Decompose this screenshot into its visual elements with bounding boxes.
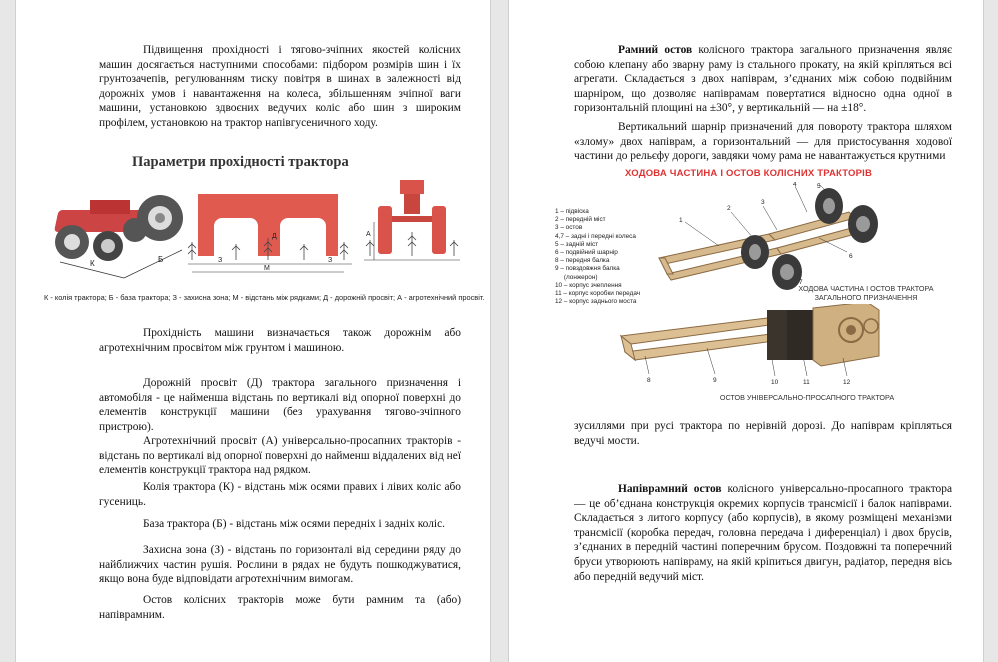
svg-text:М: М <box>264 265 270 272</box>
figure-subcaption-semiframe: ОСТОВ УНІВЕРСАЛЬНО-ПРОСАПНОГО ТРАКТОРА <box>719 393 895 402</box>
paragraph-road-clearance: Дорожній просвіт (Д) трактора загального призначення і автомобіля - це найменша відстань по вертикалі від опорної поверхні до елементів конструкції машини (без урахування тягово-зчіпного пристрою). <box>99 377 461 433</box>
callout-number: 7 <box>799 279 803 286</box>
tractor-front-diagram <box>364 176 460 280</box>
callout-number: 10 <box>771 379 779 386</box>
figure-title-undercarriage: ХОДОВА ЧАСТИНА І ОСТОВ КОЛІСНИХ ТРАКТОРІВ <box>625 168 873 179</box>
paragraph-semi-frame-chassis <box>574 482 952 584</box>
svg-text:З: З <box>328 257 333 264</box>
figure-caption-passability: К - колія трактора; Б - база трактора; З - захисна зона; М - відстань між рядками; Д - дорожній просвіт; А - агротехнічний просвіт. <box>44 293 485 302</box>
legend-item: 10 – корпус зчеплення <box>555 281 622 289</box>
legend-item: 1 – підвіска <box>555 208 589 215</box>
paragraph-clearance-intro: Прохідність машини визначається також дорожнім або агротехнічним просвітом між грунтом і машиною. <box>99 327 461 354</box>
paragraph-continued: зусиллями при русі трактора по нерівній дорозі. До напіврам кріпляться ведучі мости. <box>574 420 952 447</box>
term-semi-frame-chassis: Напіврамний остов <box>618 483 722 495</box>
term-frame-chassis: Рамний остов <box>618 44 693 56</box>
callout-number: 4 <box>793 182 797 188</box>
callout-number: 11 <box>803 379 810 386</box>
legend-item: 8 – передня балка <box>555 257 610 265</box>
callout-number: 8 <box>647 377 651 384</box>
callout-number: 9 <box>713 377 717 384</box>
paragraph-agrotechnical-clearance: Агротехнічний просвіт (А) універсально-просапних тракторів - відстань по вертикалі від опорної поверхні до найменш віддалених від неї елементів конструкції трактора над рядком. <box>99 435 461 477</box>
callout-number: 5 <box>817 183 821 190</box>
svg-text:З: З <box>218 257 223 264</box>
callout-number: 6 <box>849 253 853 260</box>
tractor-3d-illustration <box>40 180 190 288</box>
paragraph-track-width: Колія трактора (К) - відстань між осями правих і лівих коліс або гусениць. <box>99 481 461 508</box>
legend-item: 4,7 – задні і передні колеса <box>555 232 636 240</box>
subcaption-line: ХОДОВА ЧАСТИНА І ОСТОВ ТРАКТОРА <box>798 284 934 293</box>
document-page-left <box>15 0 491 662</box>
legend-item: 3 – остов <box>555 224 583 232</box>
document-page-right <box>508 0 984 662</box>
callout-number: 12 <box>843 379 851 386</box>
callout-number: 2 <box>727 205 731 212</box>
svg-text:Д: Д <box>272 233 277 240</box>
semi-frame-chassis-illustration <box>617 304 887 390</box>
paragraph-wheelbase: База трактора (Б) - відстань між осями передніх і задніх коліс. <box>143 518 445 530</box>
figure-legend <box>555 208 640 306</box>
cross-section-diagram <box>188 186 352 282</box>
legend-item: 6 – подвійний шарнір <box>555 249 618 257</box>
svg-text:К: К <box>90 259 95 268</box>
figure-subcaption-frame <box>777 284 955 302</box>
svg-text:Б: Б <box>158 255 164 264</box>
legend-item: (лонжерон) <box>555 273 598 281</box>
legend-item: 12 – корпус заднього моста <box>555 298 637 306</box>
legend-item: 11 – корпус коробки передач <box>555 290 641 298</box>
paragraph-passability-methods: Підвищення прохідності і тягово-зчіпних якостей колісних машин досягається наступними способами: підбором розмірів шин і їх грунтозачепів, регулюванням тиску повітря в шинах в залежності від дорожніх умов і навантаження на колеса, збільшенням зчіпної ваги машини, установкою здвоєних ведучих коліс або шин з широким профілем, установкою на трактор напівгусеничного ходу. <box>99 44 461 129</box>
paragraph-frame-chassis <box>574 43 952 116</box>
paragraph-vertical-hinge: Вертикальний шарнір призначений для повороту трактора шляхом «злому» двох напіврам, а горизонтальний — для пристосування ходової частини до рельєфу дороги, завдяки чому рама не навантажується крутними <box>574 121 952 163</box>
paragraph-chassis-types: Остов колісних тракторів може бути рамним та (або) напіврамним. <box>99 594 461 621</box>
paragraph-protective-zone: Захисна зона (З) - відстань по горизонталі від середини ряду до найближчих частин рушія. Рослини в рядах не будуть пошкоджуватися, якщо вона буде відповідати агротехнічним вимогам. <box>99 544 461 586</box>
frame-chassis-text: колісного трактора загального призначення являє собою клепану або зварну раму із стального прокату, на якій кріпляться всі агрегати. Складається з двох напіврам, з’єднаних між собою подвійним шарніром, що дозволяє напіврамам повертатися відносно одна одної в горизонтальній площині на ±30°, у вертикальній — на ±18°. <box>574 44 952 115</box>
svg-text:А: А <box>366 231 371 238</box>
callout-number: 1 <box>679 217 683 224</box>
figure-title-passability: Параметри прохідності трактора <box>132 154 349 170</box>
legend-item: 2 – передній міст <box>555 216 606 224</box>
subcaption-line: ЗАГАЛЬНОГО ПРИЗНАЧЕННЯ <box>814 293 918 302</box>
callout-number: 3 <box>761 199 765 206</box>
legend-item: 5 – задній міст <box>555 240 599 248</box>
semi-frame-chassis-text: колісного універсально-просапного трактора — це об’єднана конструкція окремих корпусів трансмісії і балок напіврами. Складається з литого корпусу (або корпусів), в якому розміщені механізми трансмісії (коробка передач, головна передача і диференціал) і двох брусів, з’єднаних в передній частині поперечним брусом. Поздовжні та поперечний бруси утворюють напівраму, на якій кріпиться двигун, радіатор, передня вісь або передній ведучий міст. <box>574 483 952 583</box>
legend-item: 9 – повздовжня балка <box>555 265 620 273</box>
